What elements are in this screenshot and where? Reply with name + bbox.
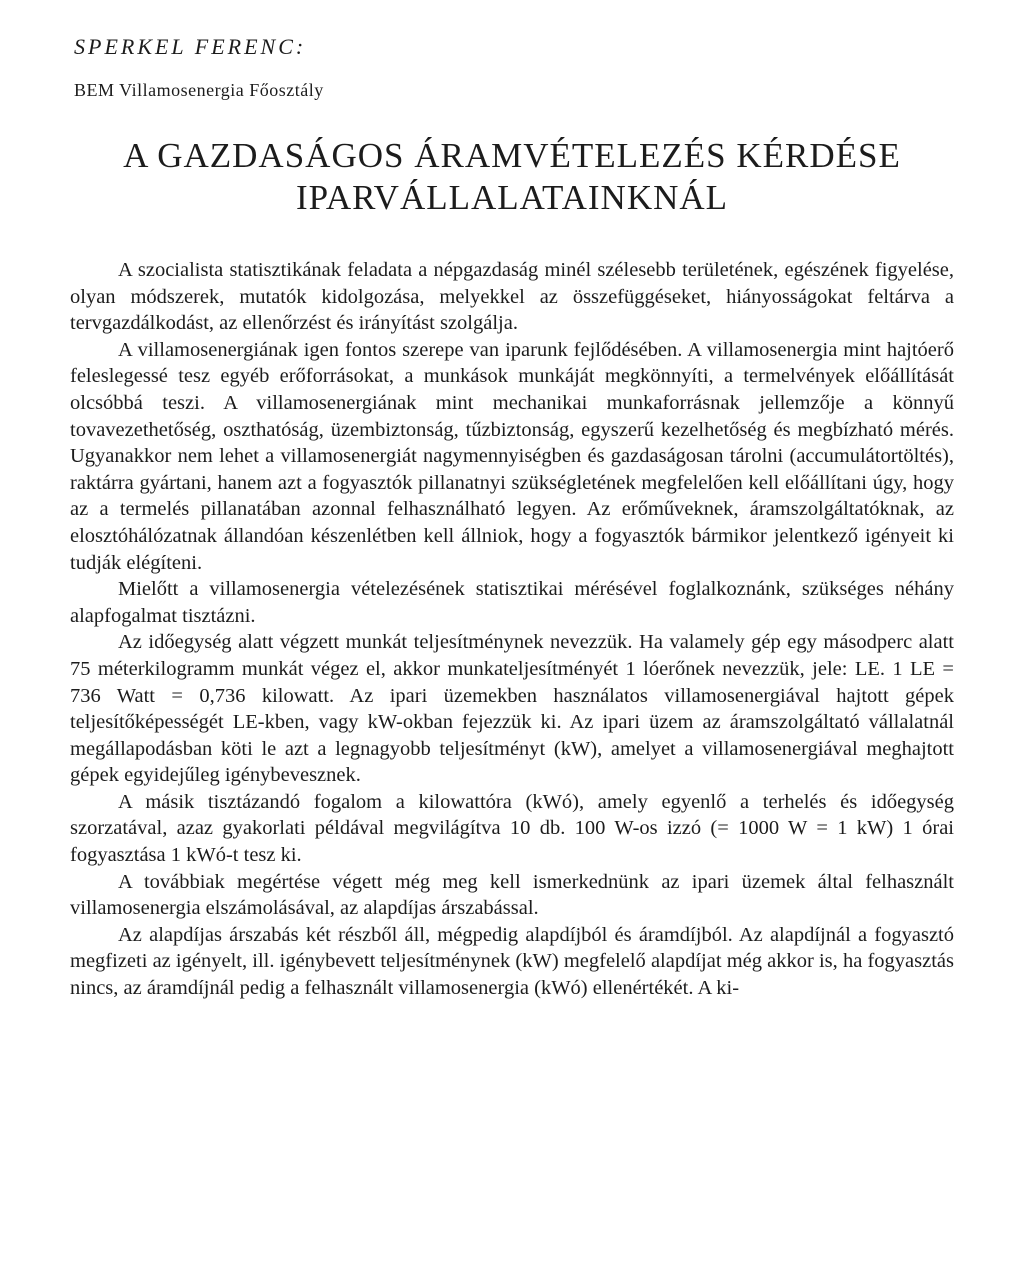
paragraph-electricity-role: A villamosenergiának igen fontos szerepe van iparunk fejlődésében. A villamosenergia mint hajtóerő feleslegessé tesz egyéb erőforrásokat, a munkások munkáját megkönnyíti, a termelvények előállítását olcsóbbá teszi. A villamosenergiának mint mechanikai munkaforrásnak jellemzője a könnyű tovavezethetőség, oszthatóság, üzembiztonság, tűzbiztonság, egyszerű kezelhetőség és megbízható mérés. Ugyanakkor nem lehet a villamosenergiát nagymennyiségben és gazdaságosan tárolni (accumulátortöltés), raktárra gyártani, hanem azt a fogyasztók pillanatnyi szükségletének megfelelően kell előállítani úgy, hogy az a termelés pillanatában azonnal felhasználható legyen. Az erőműveknek, áramszolgáltatóknak, az elosztóhálózatnak állandóan készenlétben kell állniok, hogy a fogyasztók bármikor jelentkező igényeit ki tudják elégíteni. xyxy=(70,338,954,574)
author-affiliation: BEM Villamosenergia Főosztály xyxy=(74,80,324,100)
title-line-2: IPARVÁLLALATAINKNÁL xyxy=(295,178,729,217)
paragraph-tariff-structure: Az alapdíjas árszabás két részből áll, mégpedig alapdíjból és áramdíjból. Az alapdíjnál a fogyasztó megfizeti az igényelt, ill. igénybevett teljesítménynek (kW) megfelelő alapdíjat még akkor is, ha fogyasztás nincs, az áramdíjnál pedig a felhasznált villamosenergia (kWó) ellenértékét. A ki- xyxy=(70,923,954,1000)
article-body xyxy=(70,257,954,1002)
paragraph-intro: A szocialista statisztikának feladata a népgazdaság minél szélesebb területének, egészének figyelése, olyan módszerek, mutatók kidolgozása, melyekkel az összefüggéseket, hiányosságokat feltárva a tervgazdálkodást, az ellenőrzést és irányítást szolgálja. xyxy=(70,259,954,335)
paragraph-basic-concepts: Mielőtt a villamosenergia vételezésének statisztikai mérésével foglalkoznánk, szükséges néhány alapfogalmat tisztázni. xyxy=(70,578,954,627)
paragraph-power-definition: Az időegység alatt végzett munkát teljesítménynek nevezzük. Ha valamely gép egy másodperc alatt 75 méterkilogramm munkát végez el, akkor munkateljesítményét 1 lóerőnek nevezzük, jele: LE. 1 LE = 736 Watt = 0,736 kilowatt. Az ipari üzemekben használatos villamosenergiával hajtott gépek teljesítőképességét LE-kben, vagy kW-okban fejezzük ki. Az ipari üzem az áramszolgáltató vállalatnál megállapodásban köti le azt a legnagyobb teljesítményt (kW), amelyet a villamosenergiával meghajtott gépek egyidejűleg igénybevesznek. xyxy=(70,631,954,787)
article-title xyxy=(70,135,954,219)
author-name: SPERKEL FERENC: xyxy=(74,34,307,59)
paragraph-kilowatt-hour: A másik tisztázandó fogalom a kilowattóra (kWó), amely egyenlő a terhelés és időegység szorzatával, azaz gyakorlati példával megvilágítva 10 db. 100 W-os izzó (= 1000 W = 1 kW) 1 órai fogyasztása 1 kWó-t tesz ki. xyxy=(70,790,954,867)
title-line-1: A GAZDASÁGOS ÁRAMVÉTELEZÉS KÉRDÉSE xyxy=(123,136,901,175)
paragraph-tariff-intro: A továbbiak megértése végett még meg kell ismerkednünk az ipari üzemek által felhasznált villamosenergia elszámolásával, az alapdíjas árszabással. xyxy=(70,870,954,920)
